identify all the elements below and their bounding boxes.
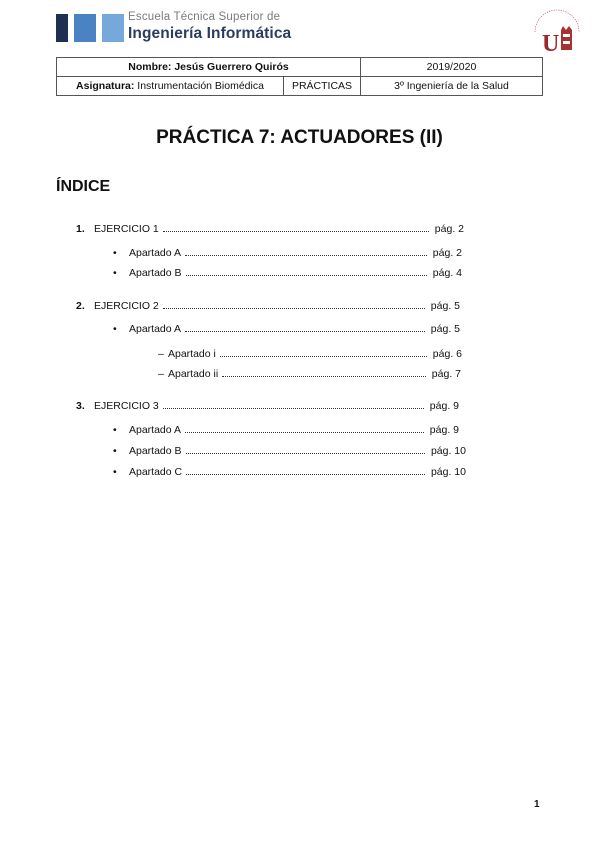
year-cell: 2019/2020	[361, 58, 543, 77]
toc-label: Apartado A	[129, 424, 181, 436]
toc-label: Apartado i	[168, 348, 216, 360]
toc-bullet: •	[113, 267, 117, 279]
name-value: Jesús Guerrero Quirós	[174, 61, 289, 73]
toc-label: EJERCICIO 1	[94, 223, 159, 235]
school-name-line1: Escuela Técnica Superior de	[128, 11, 281, 23]
subject-value: Instrumentación Biomédica	[137, 80, 264, 92]
toc-label: Apartado ii	[168, 368, 219, 380]
toc-leader	[185, 425, 424, 433]
toc-leader	[186, 467, 425, 475]
page-title: PRÁCTICA 7: ACTUADORES (II)	[156, 127, 443, 148]
toc-entry[interactable]	[158, 368, 461, 380]
toc-leader	[186, 268, 427, 276]
info-row-2	[57, 77, 543, 96]
toc-page: pág. 9	[429, 424, 459, 436]
type-cell: PRÁCTICAS	[284, 77, 361, 96]
school-logo	[56, 12, 296, 46]
toc-entry[interactable]	[113, 323, 460, 335]
subject-label: Asignatura:	[76, 80, 135, 92]
svg-text:U: U	[542, 31, 560, 56]
logo-bar-dark	[56, 14, 68, 42]
toc-page: pág. 7	[431, 368, 461, 380]
toc-leader	[185, 324, 425, 332]
toc-label: Apartado B	[129, 267, 182, 279]
name-label: Nombre:	[128, 61, 172, 73]
school-name-line2: Ingeniería Informática	[128, 25, 292, 42]
toc-bullet: •	[113, 424, 117, 436]
info-row-1	[57, 58, 543, 77]
index-heading: ÍNDICE	[56, 178, 111, 195]
toc-dash: –	[158, 368, 164, 380]
toc-dash: –	[158, 348, 164, 360]
toc-label: EJERCICIO 3	[94, 400, 159, 412]
logo-bar-blue	[74, 14, 96, 42]
toc-page: pág. 10	[430, 466, 466, 478]
toc-leader	[186, 446, 425, 454]
toc-page: pág. 5	[430, 300, 460, 312]
toc-page: pág. 4	[432, 267, 462, 279]
toc-label: Apartado C	[129, 466, 183, 478]
toc-bullet: •	[113, 445, 117, 457]
toc-leader	[163, 401, 424, 409]
subject-cell	[57, 77, 284, 96]
toc-page: pág. 6	[432, 348, 462, 360]
toc-entry[interactable]	[113, 247, 462, 259]
toc-label: Apartado A	[129, 323, 181, 335]
toc-entry[interactable]	[76, 300, 460, 312]
toc-page: pág. 10	[430, 445, 466, 457]
university-seal	[529, 6, 585, 56]
toc-entry[interactable]	[113, 445, 466, 457]
toc-number: 2.	[76, 300, 85, 312]
toc-entry[interactable]	[113, 466, 466, 478]
name-cell	[57, 58, 361, 77]
toc-leader	[222, 369, 426, 377]
toc-bullet: •	[113, 323, 117, 335]
toc-label: Apartado A	[129, 247, 181, 259]
toc-page: pág. 5	[430, 323, 460, 335]
toc-entry[interactable]	[76, 223, 464, 235]
toc-leader	[220, 349, 427, 357]
toc-leader	[163, 224, 429, 232]
toc-bullet: •	[113, 466, 117, 478]
toc-leader	[185, 248, 427, 256]
toc-entry[interactable]	[158, 348, 462, 360]
toc-page: pág. 2	[432, 247, 462, 259]
course-cell: 3º Ingeniería de la Salud	[361, 77, 543, 96]
toc-leader	[163, 301, 425, 309]
page-number: 1	[534, 799, 540, 810]
toc-number: 1.	[76, 223, 85, 235]
toc-number: 3.	[76, 400, 85, 412]
toc-bullet: •	[113, 247, 117, 259]
toc-entry[interactable]	[76, 400, 459, 412]
toc-entry[interactable]	[113, 267, 462, 279]
info-table	[56, 57, 543, 96]
toc-entry[interactable]	[113, 424, 459, 436]
toc-page: pág. 2	[434, 223, 464, 235]
logo-bar-light	[102, 14, 124, 42]
toc-label: Apartado B	[129, 445, 182, 457]
toc-label: EJERCICIO 2	[94, 300, 159, 312]
toc-page: pág. 9	[429, 400, 459, 412]
